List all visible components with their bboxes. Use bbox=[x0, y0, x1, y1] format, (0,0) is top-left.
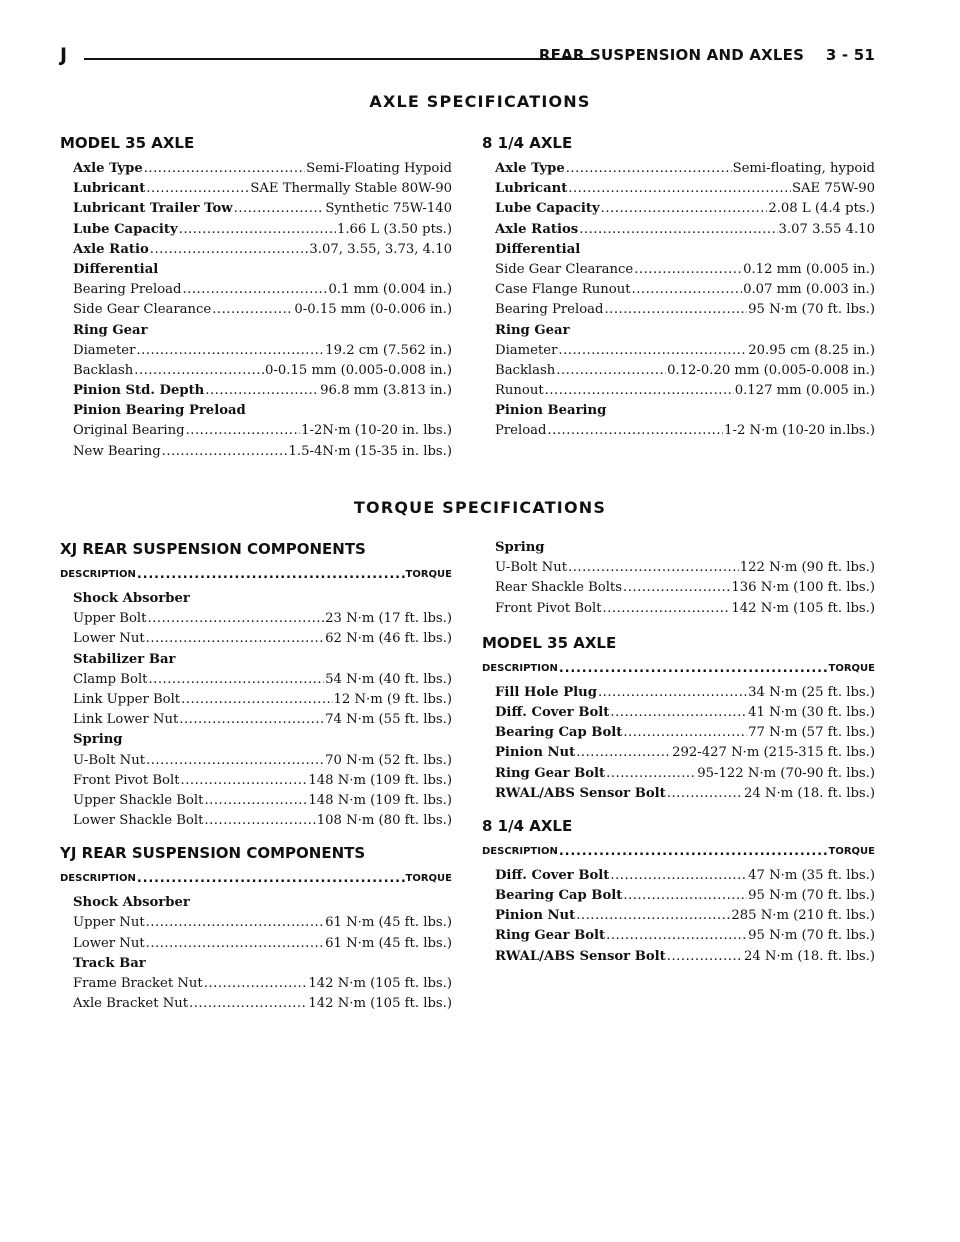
spec-label: Side Gear Clearance bbox=[495, 261, 634, 277]
dot-leader bbox=[576, 906, 730, 926]
dot-leader bbox=[606, 764, 696, 784]
spec-value: 0.07 mm (0.003 in.) bbox=[743, 282, 875, 298]
dot-leader bbox=[623, 886, 747, 906]
subheading: Pinion Bearing Preload bbox=[73, 403, 246, 419]
spec-value: 20.95 cm (8.25 in.) bbox=[748, 342, 875, 358]
dot-leader bbox=[604, 300, 747, 320]
dot-leader bbox=[610, 866, 747, 886]
spec-label: Upper Nut bbox=[73, 915, 145, 931]
spec-value: 136 N·m (100 ft. lbs.) bbox=[731, 580, 875, 596]
subheading: Track Bar bbox=[73, 955, 146, 971]
dot-leader bbox=[547, 421, 723, 441]
spec-row bbox=[495, 866, 875, 886]
spec-label: Upper Shackle Bolt bbox=[73, 792, 204, 808]
spec-value: 23 N·m (17 ft. lbs.) bbox=[325, 611, 452, 627]
spec-row bbox=[73, 442, 452, 462]
dot-leader bbox=[576, 743, 671, 763]
spec-label: New Bearing bbox=[73, 443, 161, 459]
section-heading: MODEL 35 AXLE bbox=[60, 134, 195, 152]
spec-row bbox=[495, 381, 875, 401]
spec-label: Axle Bracket Nut bbox=[73, 996, 189, 1012]
dot-leader bbox=[146, 913, 325, 933]
spec-row bbox=[73, 199, 452, 219]
spec-list bbox=[495, 683, 875, 804]
spec-label: Ring Gear Bolt bbox=[495, 765, 606, 781]
spec-label: Front Pivot Bolt bbox=[73, 772, 180, 788]
page-header bbox=[60, 38, 875, 68]
spec-row bbox=[73, 361, 452, 381]
dot-leader bbox=[204, 811, 315, 831]
spec-label: Pinion Std. Depth bbox=[73, 383, 205, 399]
spec-value: 34 N·m (25 ft. lbs.) bbox=[748, 684, 875, 700]
section-heading: MODEL 35 AXLE bbox=[482, 633, 617, 652]
spec-value: Semi-floating, hypoid bbox=[732, 161, 875, 176]
spec-row bbox=[73, 913, 452, 933]
axle-specifications-title: AXLE SPECIFICATIONS bbox=[369, 92, 591, 111]
spec-label: Lube Capacity bbox=[495, 201, 600, 217]
spec-row bbox=[73, 220, 452, 240]
subheading: Ring Gear bbox=[73, 322, 148, 338]
spec-value: 1-2 N·m (10-20 in.lbs.) bbox=[724, 423, 875, 439]
spec-value: 0.127 mm (0.005 in.) bbox=[734, 383, 875, 399]
spec-label: Link Upper Bolt bbox=[73, 691, 181, 707]
dot-leader bbox=[148, 670, 324, 690]
spec-row bbox=[73, 300, 452, 320]
spec-row bbox=[495, 784, 875, 804]
spec-value: Semi-Floating Hypoid bbox=[306, 161, 452, 176]
spec-label: Bearing Preload bbox=[495, 302, 604, 318]
subheading: Pinion Bearing bbox=[495, 403, 607, 419]
spec-label: Bearing Cap Bolt bbox=[495, 725, 623, 741]
spec-value: 95 N·m (70 ft. lbs.) bbox=[748, 888, 875, 904]
spec-value: 19.2 cm (7.562 in.) bbox=[325, 342, 452, 358]
spec-row bbox=[495, 926, 875, 946]
spec-label: RWAL/ABS Sensor Bolt bbox=[495, 785, 666, 801]
section-heading: 8 1/4 AXLE bbox=[482, 134, 573, 152]
spec-row bbox=[495, 558, 875, 578]
spec-list bbox=[73, 589, 452, 831]
spec-row bbox=[73, 974, 452, 994]
spec-label: Front Pivot Bolt bbox=[495, 600, 602, 616]
spec-row bbox=[495, 421, 875, 441]
spec-list bbox=[73, 893, 452, 1014]
spec-row bbox=[73, 791, 452, 811]
spec-label: U-Bolt Nut bbox=[495, 560, 568, 576]
dot-leader bbox=[179, 220, 336, 240]
spec-value: 12 N·m (9 ft. lbs.) bbox=[333, 691, 452, 707]
axle-spec-model35 bbox=[60, 133, 452, 462]
spec-row bbox=[73, 751, 452, 771]
spec-row bbox=[495, 220, 875, 240]
spec-label: Diff. Cover Bolt bbox=[495, 867, 610, 883]
description-torque-header: DESCRIPTION ..... TORQUE bbox=[60, 869, 452, 888]
spec-row bbox=[73, 280, 452, 300]
spec-value: 148 N·m (109 ft. lbs.) bbox=[308, 772, 452, 788]
spec-row bbox=[73, 609, 452, 629]
dot-leader bbox=[667, 784, 743, 804]
dot-leader bbox=[601, 199, 768, 219]
dot-leader bbox=[162, 442, 288, 462]
description-torque-header: DESCRIPTION ..... TORQUE bbox=[60, 565, 452, 584]
spec-label: RWAL/ABS Sensor Bolt bbox=[495, 948, 666, 964]
dot-leader bbox=[598, 683, 747, 703]
dot-leader bbox=[181, 690, 332, 710]
dot-leader bbox=[146, 751, 324, 771]
spec-label: Bearing Preload bbox=[73, 282, 182, 298]
spec-row bbox=[495, 159, 875, 179]
spec-row bbox=[495, 683, 875, 703]
spec-row bbox=[73, 670, 452, 690]
spec-label: Lubricant bbox=[73, 181, 146, 197]
description-torque-header: DESCRIPTION ..... TORQUE bbox=[482, 659, 875, 678]
spec-value: 148 N·m (109 ft. lbs.) bbox=[308, 792, 452, 808]
dot-leader bbox=[579, 220, 777, 240]
dot-leader bbox=[556, 361, 666, 381]
spec-label: Original Bearing bbox=[73, 423, 185, 439]
spec-row bbox=[73, 421, 452, 441]
spec-value: 142 N·m (105 ft. lbs.) bbox=[308, 996, 452, 1012]
spec-label: U-Bolt Nut bbox=[73, 752, 146, 768]
description-torque-header: DESCRIPTION ..... TORQUE bbox=[482, 842, 875, 861]
spec-label: Diameter bbox=[495, 342, 558, 358]
spec-list bbox=[73, 159, 452, 462]
dot-leader bbox=[204, 791, 307, 811]
spec-value: Synthetic 75W-140 bbox=[325, 201, 452, 217]
dot-leader bbox=[545, 381, 734, 401]
dot-leader bbox=[568, 558, 739, 578]
dot-leader bbox=[623, 723, 747, 743]
section-heading: YJ REAR SUSPENSION COMPONENTS bbox=[60, 844, 366, 863]
spec-value: 54 N·m (40 ft. lbs.) bbox=[325, 671, 452, 687]
axle-spec-814 bbox=[482, 133, 875, 442]
spec-label: Pinion Nut bbox=[495, 745, 576, 761]
spec-list bbox=[495, 866, 875, 967]
torque-specifications-title: TORQUE SPECIFICATIONS bbox=[353, 498, 607, 517]
spec-label: Case Flange Runout bbox=[495, 282, 631, 298]
dot-leader bbox=[181, 771, 308, 791]
spec-row bbox=[73, 994, 452, 1014]
dot-leader bbox=[136, 341, 324, 361]
spec-value: 61 N·m (45 ft. lbs.) bbox=[325, 915, 452, 931]
header-rule bbox=[84, 58, 594, 60]
spec-label: Diff. Cover Bolt bbox=[495, 704, 610, 720]
spec-row bbox=[495, 578, 875, 598]
spec-value: 74 N·m (55 ft. lbs.) bbox=[325, 712, 452, 728]
subheading: Ring Gear bbox=[495, 322, 570, 338]
spec-label: Lube Capacity bbox=[73, 221, 178, 237]
dot-leader bbox=[179, 710, 324, 730]
dot-leader bbox=[182, 280, 327, 300]
spec-value: 1-2N·m (10-20 in. lbs.) bbox=[301, 423, 452, 439]
spec-value: 95-122 N·m (70-90 ft. lbs.) bbox=[697, 765, 875, 781]
spec-value: 95 N·m (70 ft. lbs.) bbox=[748, 302, 875, 318]
dot-leader bbox=[632, 280, 743, 300]
dot-leader bbox=[144, 159, 305, 179]
spec-row bbox=[73, 629, 452, 649]
spec-value: 285 N·m (210 ft. lbs.) bbox=[731, 908, 875, 924]
spec-row bbox=[495, 341, 875, 361]
torque-right-column bbox=[482, 538, 875, 967]
spec-label: Bearing Cap Bolt bbox=[495, 888, 623, 904]
dot-leader bbox=[568, 179, 791, 199]
spec-value: 95 N·m (70 ft. lbs.) bbox=[748, 928, 875, 944]
spec-row bbox=[73, 690, 452, 710]
spec-value: 108 N·m (80 ft. lbs.) bbox=[316, 813, 452, 829]
spec-list bbox=[495, 538, 875, 619]
spec-row bbox=[73, 381, 452, 401]
spec-value: 0.12-0.20 mm (0.005-0.008 in.) bbox=[667, 362, 875, 378]
spec-label: Ring Gear Bolt bbox=[495, 928, 606, 944]
dot-leader bbox=[147, 609, 324, 629]
spec-value: 3.07 3.55 4.10 bbox=[778, 221, 875, 237]
spec-value: 24 N·m (18. ft. lbs.) bbox=[743, 948, 875, 964]
subheading: Differential bbox=[495, 241, 581, 257]
spec-value: 0-0.15 mm (0-0.006 in.) bbox=[294, 302, 452, 318]
dot-leader bbox=[566, 159, 732, 179]
spec-value: 24 N·m (18. ft. lbs.) bbox=[743, 785, 875, 801]
spec-value: 2.08 L (4.4 pts.) bbox=[768, 201, 875, 217]
spec-label: Fill Hole Plug bbox=[495, 684, 597, 700]
spec-label: Axle Type bbox=[73, 161, 143, 176]
spec-value: 1.66 L (3.50 pts.) bbox=[336, 221, 452, 237]
spec-row bbox=[495, 703, 875, 723]
spec-label: Lower Shackle Bolt bbox=[73, 813, 204, 829]
subheading: Spring bbox=[73, 732, 123, 748]
spec-row bbox=[73, 771, 452, 791]
spec-value: 41 N·m (30 ft. lbs.) bbox=[748, 704, 875, 720]
spec-label: Axle Ratios bbox=[495, 221, 579, 237]
spec-row bbox=[495, 764, 875, 784]
dot-leader bbox=[558, 341, 747, 361]
spec-label: Preload bbox=[495, 423, 547, 439]
dot-leader bbox=[212, 300, 293, 320]
spec-value: 0.12 mm (0.005 in.) bbox=[743, 261, 875, 277]
subheading: Spring bbox=[495, 540, 545, 555]
spec-row bbox=[495, 743, 875, 763]
spec-value: 3.07, 3.55, 3.73, 4.10 bbox=[309, 241, 452, 257]
subheading: Shock Absorber bbox=[73, 895, 190, 911]
spec-row bbox=[495, 947, 875, 967]
dot-leader bbox=[146, 629, 325, 649]
spec-value: SAE Thermally Stable 80W-90 bbox=[250, 181, 452, 197]
spec-label: Lower Nut bbox=[73, 935, 145, 951]
spec-value: 142 N·m (105 ft. lbs.) bbox=[731, 600, 875, 616]
subheading: Stabilizer Bar bbox=[73, 651, 176, 667]
spec-label: Axle Ratio bbox=[73, 241, 149, 257]
dot-leader bbox=[146, 179, 249, 199]
spec-row bbox=[495, 300, 875, 320]
dot-leader bbox=[606, 926, 747, 946]
dot-leader bbox=[603, 599, 731, 619]
dot-leader bbox=[189, 994, 307, 1014]
spec-label: Upper Bolt bbox=[73, 611, 147, 627]
spec-row bbox=[495, 199, 875, 219]
spec-label: Link Lower Nut bbox=[73, 712, 179, 728]
spec-label: Lower Nut bbox=[73, 631, 145, 647]
dot-leader bbox=[150, 240, 309, 260]
spec-row bbox=[495, 906, 875, 926]
dot-leader bbox=[623, 578, 730, 598]
spec-label: Runout bbox=[495, 383, 544, 399]
spec-row bbox=[73, 159, 452, 179]
dot-leader bbox=[186, 421, 301, 441]
spec-row bbox=[73, 179, 452, 199]
dot-leader bbox=[146, 934, 325, 954]
section-letter: J bbox=[60, 44, 68, 66]
spec-list bbox=[495, 159, 875, 442]
spec-label: Lubricant Trailer Tow bbox=[73, 201, 233, 217]
spec-value: 61 N·m (45 ft. lbs.) bbox=[325, 935, 452, 951]
spec-value: 1.5-4N·m (15-35 in. lbs.) bbox=[288, 443, 452, 459]
spec-row bbox=[495, 260, 875, 280]
spec-label: Lubricant bbox=[495, 181, 568, 197]
dot-leader bbox=[205, 381, 319, 401]
spec-value: 122 N·m (90 ft. lbs.) bbox=[739, 560, 875, 576]
spec-row bbox=[495, 179, 875, 199]
dot-leader bbox=[667, 947, 743, 967]
spec-row bbox=[73, 341, 452, 361]
section-heading: XJ REAR SUSPENSION COMPONENTS bbox=[60, 540, 366, 558]
spec-row bbox=[73, 934, 452, 954]
dot-leader bbox=[234, 199, 325, 219]
spec-value: 0-0.15 mm (0.005-0.008 in.) bbox=[265, 362, 452, 378]
spec-row bbox=[495, 886, 875, 906]
spec-row bbox=[73, 240, 452, 260]
section-heading: 8 1/4 AXLE bbox=[482, 816, 573, 835]
spec-value: 77 N·m (57 ft. lbs.) bbox=[748, 725, 875, 741]
spec-row bbox=[495, 280, 875, 300]
dot-leader bbox=[610, 703, 747, 723]
spec-value: 96.8 mm (3.813 in.) bbox=[320, 383, 452, 399]
spec-value: 70 N·m (52 ft. lbs.) bbox=[325, 752, 452, 768]
dot-leader bbox=[204, 974, 308, 994]
subheading: Shock Absorber bbox=[73, 591, 190, 606]
spec-value: 292-427 N·m (215-315 ft. lbs.) bbox=[672, 745, 875, 761]
spec-label: Clamp Bolt bbox=[73, 671, 148, 687]
spec-row bbox=[73, 710, 452, 730]
spec-label: Rear Shackle Bolts bbox=[495, 580, 622, 596]
torque-xj bbox=[60, 539, 452, 1014]
spec-label: Side Gear Clearance bbox=[73, 302, 212, 318]
spec-label: Pinion Nut bbox=[495, 908, 576, 924]
spec-label: Axle Type bbox=[495, 161, 565, 176]
spec-label: Backlash bbox=[495, 362, 556, 378]
spec-row bbox=[73, 811, 452, 831]
spec-row bbox=[495, 723, 875, 743]
spec-row bbox=[495, 361, 875, 381]
dot-leader bbox=[134, 361, 264, 381]
spec-value: 142 N·m (105 ft. lbs.) bbox=[308, 976, 452, 991]
spec-value: 0.1 mm (0.004 in.) bbox=[328, 282, 452, 298]
spec-value: 62 N·m (46 ft. lbs.) bbox=[325, 631, 452, 647]
spec-label: Backlash bbox=[73, 362, 134, 378]
header-title: REAR SUSPENSION AND AXLES 3 - 51 bbox=[538, 46, 875, 64]
spec-value: 47 N·m (35 ft. lbs.) bbox=[748, 867, 875, 883]
spec-row bbox=[495, 599, 875, 619]
spec-value: SAE 75W-90 bbox=[792, 181, 875, 197]
spec-label: Frame Bracket Nut bbox=[73, 976, 203, 991]
spec-label: Diameter bbox=[73, 342, 136, 358]
dot-leader bbox=[634, 260, 742, 280]
subheading: Differential bbox=[73, 261, 159, 277]
